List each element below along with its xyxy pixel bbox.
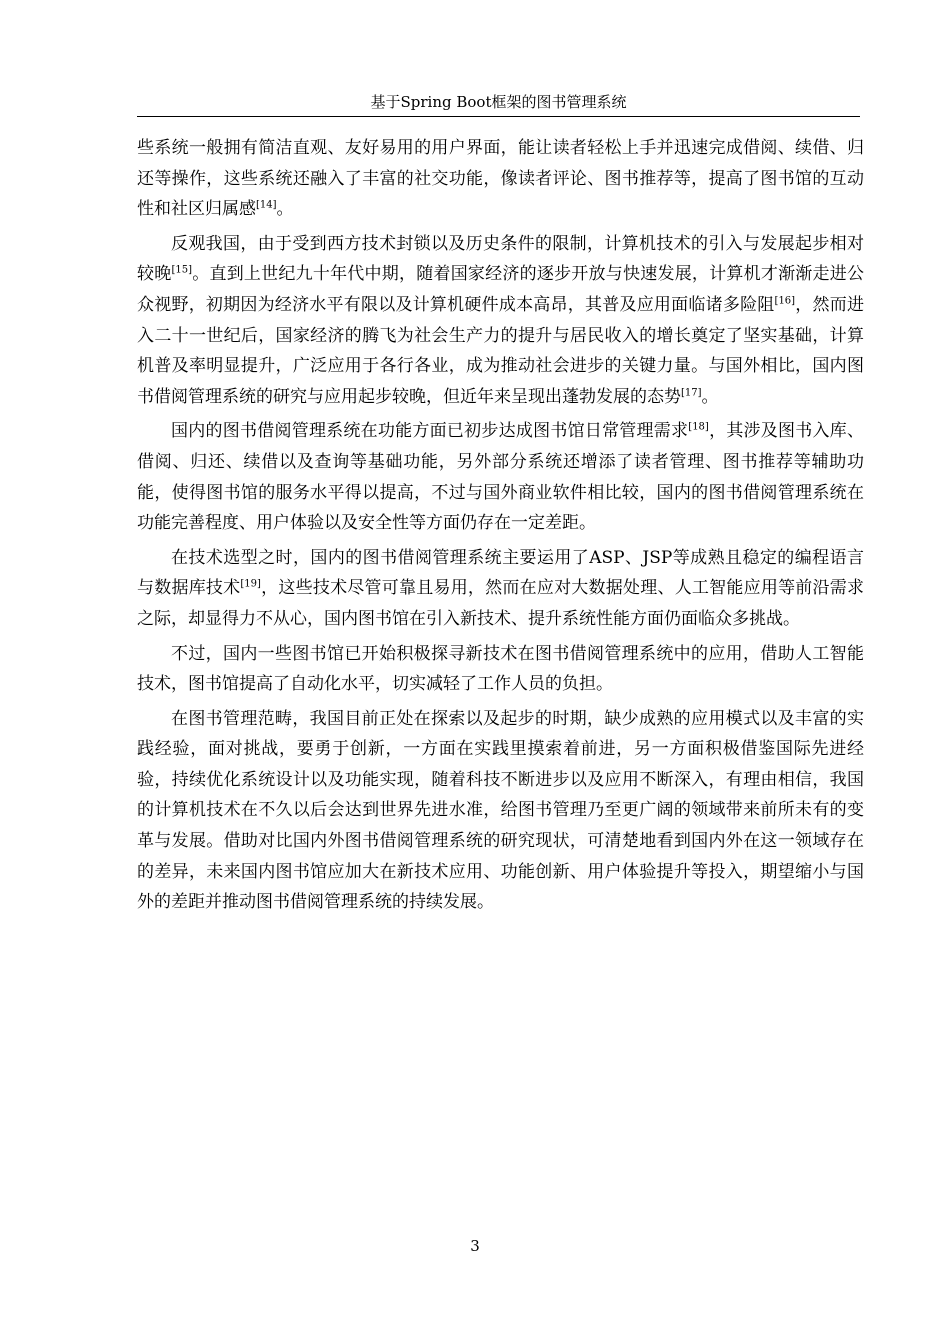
citation-marker: [18] bbox=[688, 421, 709, 433]
header-rule bbox=[137, 116, 860, 117]
paragraph bbox=[137, 416, 864, 538]
paragraph-text: ，然而进入二十一世纪后，国家经济的腾飞为社会生产力的提升与居民收入的增长奠定了坚实基础，计算机普及率明显提升，广泛应用于各行各业，成为推动社会进步的关键力量。与国外相比，国内图书借阅管理系统的研究与应用起步较晚，但近年来呈现出蓬勃发展的态势 bbox=[137, 294, 865, 407]
paragraph-text: 些系统一般拥有简洁直观、友好易用的用户界面，能让读者轻松上手并迅速完成借阅、续借、归还等操作，这些系统还融入了丰富的社交功能，像读者评论、图书推荐等，提高了图书馆的互动性和社区归属感 bbox=[137, 138, 864, 220]
body-text bbox=[137, 133, 864, 922]
page-number: 3 bbox=[470, 1237, 480, 1255]
citation-marker: [19] bbox=[240, 578, 261, 590]
paragraph-text: 。直到上世纪九十年代中期，随着国家经济的逐步开放与快速发展，计算机才渐渐走进公众视野，初期因为经济水平有限以及计算机硬件成本高昂，其普及应用面临诸多险阻 bbox=[137, 264, 865, 315]
paragraph-text: 反观我国，由于受到西方技术封锁以及历史条件的限制，计算机技术的引入与发展起步相对较晚 bbox=[137, 233, 864, 285]
paragraph bbox=[137, 229, 864, 413]
citation-marker: [16] bbox=[774, 295, 796, 307]
paragraph-text: 在技术选型之时，国内的图书借阅管理系统主要运用了ASP、JSP等成熟且稳定的编程语言与数据库技术 bbox=[137, 547, 864, 599]
paragraph-text: 。 bbox=[701, 386, 719, 407]
paragraph-text: 。 bbox=[276, 199, 294, 220]
paragraph bbox=[137, 543, 864, 635]
paragraph-text: ，其涉及图书入库、借阅、归还、续借以及查询等基础功能，另外部分系统还增添了读者管理、图书推荐等辅助功能，使得图书馆的服务水平得以提高，不过与国外商业软件相比较，国内的图书借阅管理系统在功能完善程度、用户体验以及安全性等方面仍存在一定差距。 bbox=[137, 421, 865, 534]
paragraph-text: 不过，国内一些图书馆已开始积极探寻新技术在图书借阅管理系统中的应用，借助人工智能技术，图书馆提高了自动化水平，切实减轻了工作人员的负担。 bbox=[137, 643, 864, 695]
running-header: 基于Spring Boot框架的图书管理系统 bbox=[370, 93, 627, 111]
paragraph-text: ，这些技术尽管可靠且易用，然而在应对大数据处理、人工智能应用等前沿需求之际，却显得力不从心，国内图书馆在引入新技术、提升系统性能方面仍面临众多挑战。 bbox=[137, 578, 865, 629]
paragraph bbox=[137, 133, 864, 225]
paragraph-text: 在图书管理范畴，我国目前正处在探索以及起步的时期，缺少成熟的应用模式以及丰富的实践经验，面对挑战，要勇于创新，一方面在实践里摸索着前进，另一方面积极借鉴国际先进经验，持续优化系统设计以及功能实现，随着科技不断进步以及应用不断深入，有理由相信，我国的计算机技术在不久以后会达到世界先进水准，给图书管理乃至更广阔的领域带来前所未有的变革与发展。借助对比国内外图书借阅管理系统的研究现状，可清楚地看到国内外在这一领域存在的差异，未来国内图书馆应加大在新技术应用、功能创新、用户体验提升等投入，期望缩小与国外的差距并推动图书借阅管理系统的持续发展。 bbox=[137, 708, 864, 913]
citation-marker: [14] bbox=[256, 199, 277, 211]
paragraph bbox=[137, 704, 864, 918]
paragraph bbox=[137, 639, 864, 700]
citation-marker: [17] bbox=[681, 387, 702, 399]
paragraph-text: 国内的图书借阅管理系统在功能方面已初步达成图书馆日常管理需求 bbox=[171, 421, 689, 442]
citation-marker: [15] bbox=[171, 264, 192, 276]
